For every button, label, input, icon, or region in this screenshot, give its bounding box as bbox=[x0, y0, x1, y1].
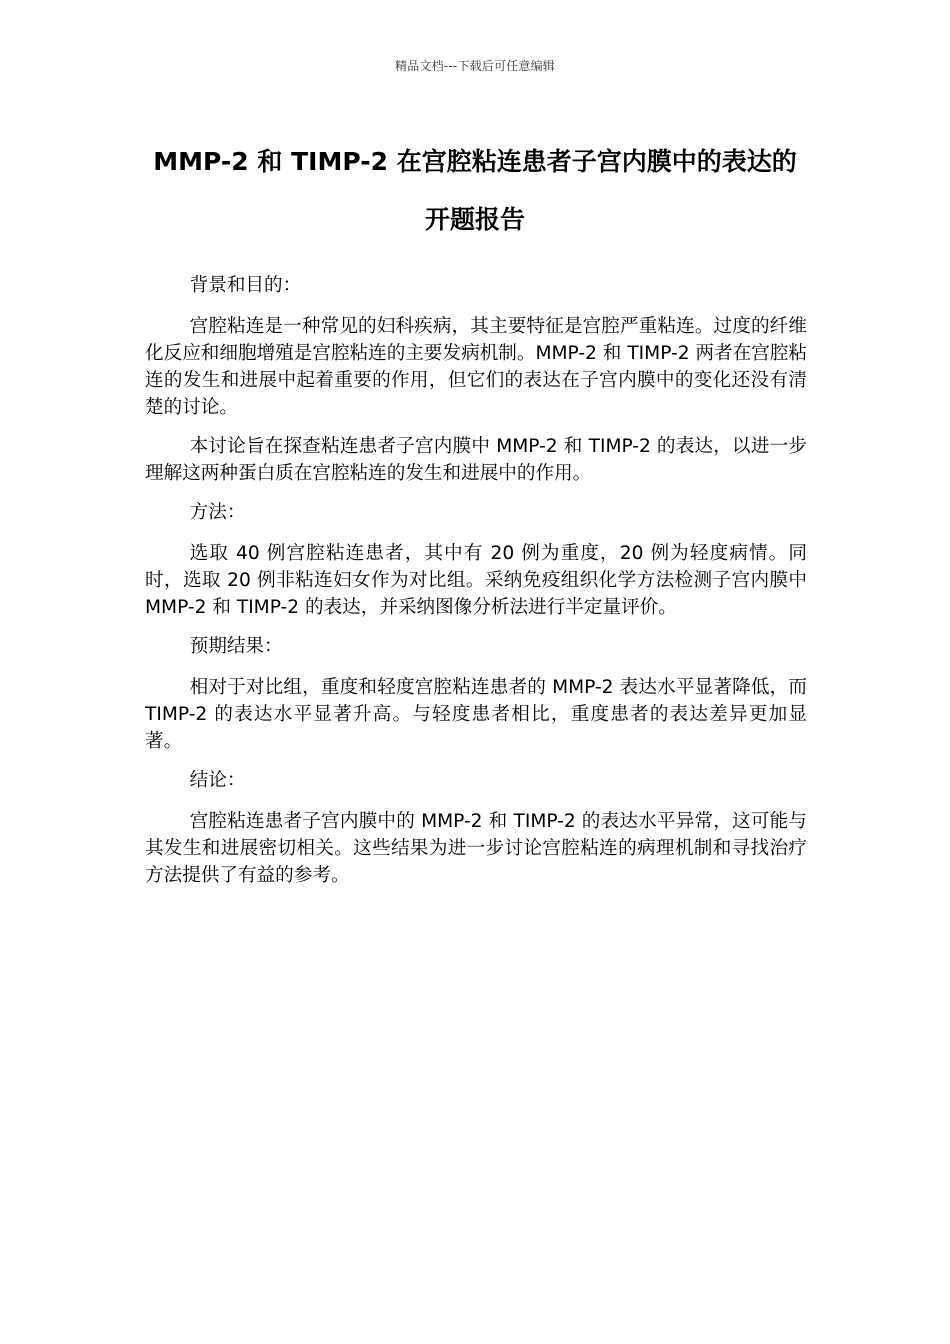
methods-paragraph: 选取 40 例宫腔粘连患者，其中有 20 例为重度，20 例为轻度病情。同时，选取 20 例非粘连妇女作为对比组。采纳免疫组织化学方法检测子宫内膜中 MMP-2 和 TIMP-2 的表达，并采纳图像分析法进行半定量评价。 bbox=[145, 543, 807, 618]
methods-heading: 方法： bbox=[189, 502, 246, 523]
results-paragraph: 相对于对比组，重度和轻度宫腔粘连患者的 MMP-2 表达水平显著降低，而 TIMP-2 的表达水平显著升高。与轻度患者相比，重度患者的表达差异更加显著。 bbox=[145, 677, 807, 752]
conclusion-paragraph: 宫腔粘连患者子宫内膜中的 MMP-2 和 TIMP-2 的表达水平异常，这可能与其发生和进展密切相关。这些结果为进一步讨论宫腔粘连的病理机制和寻找治疗方法提供了有益的参考。 bbox=[145, 811, 807, 886]
document-title: MMP-2 和 TIMP-2 在宫腔粘连患者子宫内膜中的表达的开题报告 bbox=[153, 147, 797, 234]
background-paragraph-2: 本讨论旨在探查粘连患者子宫内膜中 MMP-2 和 TIMP-2 的表达，以进一步理解这两种蛋白质在宫腔粘连的发生和进展中的作用。 bbox=[145, 436, 807, 484]
background-paragraph-1: 宫腔粘连是一种常见的妇科疾病，其主要特征是宫腔严重粘连。过度的纤维化反应和细胞增殖是宫腔粘连的主要发病机制。MMP-2 和 TIMP-2 两者在宫腔粘连的发生和进展中起着重要的作用，但它们的表达在子宫内膜中的变化还没有清楚的讨论。 bbox=[145, 316, 808, 418]
conclusion-heading: 结论： bbox=[189, 770, 246, 791]
header-note: 精品文档---下载后可任意编辑 bbox=[395, 59, 555, 73]
document-body bbox=[145, 272, 807, 901]
background-heading: 背景和目的： bbox=[189, 275, 302, 296]
results-heading: 预期结果： bbox=[189, 636, 283, 657]
